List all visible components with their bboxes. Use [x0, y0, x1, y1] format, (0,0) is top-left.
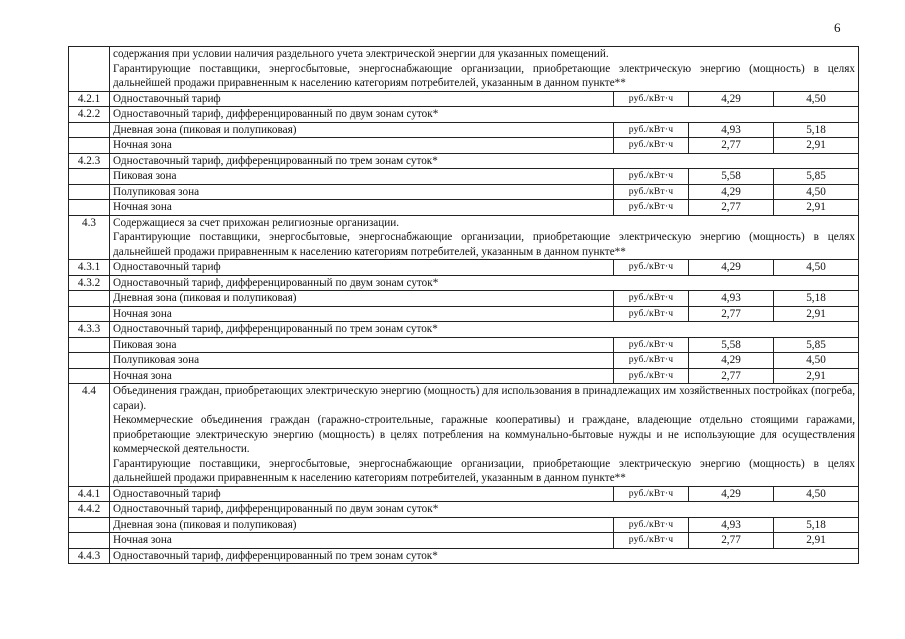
row-number: 4.4.2	[69, 502, 110, 518]
table-row	[69, 502, 859, 518]
row-number	[69, 291, 110, 307]
row-number	[69, 517, 110, 533]
tariff-value-2: 2,91	[774, 368, 859, 384]
tariff-value-1: 4,93	[689, 517, 774, 533]
table-row	[69, 486, 859, 502]
row-number	[69, 306, 110, 322]
table-row	[69, 107, 859, 123]
unit-label: руб./кВт·ч	[614, 184, 689, 200]
table-row	[69, 291, 859, 307]
section-description	[110, 384, 859, 487]
tariff-value-2: 4,50	[774, 260, 859, 276]
section-description	[110, 215, 859, 260]
tariff-name: Одноставочный тариф	[110, 260, 614, 276]
unit-label: руб./кВт·ч	[614, 353, 689, 369]
row-number: 4.3.1	[69, 260, 110, 276]
row-number: 4.3.3	[69, 322, 110, 338]
tariff-value-2: 5,85	[774, 169, 859, 185]
row-number	[69, 200, 110, 216]
row-number: 4.4	[69, 384, 110, 487]
tariff-name: Одноставочный тариф	[110, 91, 614, 107]
tariff-name: Пиковая зона	[110, 169, 614, 185]
tariff-group-name: Одноставочный тариф, дифференцированный по двум зонам суток*	[110, 502, 859, 518]
unit-label: руб./кВт·ч	[614, 486, 689, 502]
section-paragraph: Гарантирующие поставщики, энергосбытовые, энергоснабжающие организации, приобретающие электрическую энергию (мощность) в целях дальнейшей продажи приравненным к населению категориям потребителей, указанным в данном пункте**	[113, 231, 855, 258]
unit-label: руб./кВт·ч	[614, 169, 689, 185]
tariff-value-1: 2,77	[689, 368, 774, 384]
tariff-table	[68, 46, 859, 564]
tariff-value-1: 4,29	[689, 91, 774, 107]
tariff-value-1: 2,77	[689, 533, 774, 549]
section-paragraph: Гарантирующие поставщики, энергосбытовые, энергоснабжающие организации, приобретающие электрическую энергию (мощность) в целях дальнейшей продажи приравненным к населению категориям потребителей, указанным в данном пункте**	[113, 62, 855, 89]
row-number	[69, 353, 110, 369]
tariff-value-2: 2,91	[774, 138, 859, 154]
tariff-group-name: Одноставочный тариф, дифференцированный по двум зонам суток*	[110, 107, 859, 123]
tariff-value-2: 2,91	[774, 533, 859, 549]
table-row	[69, 153, 859, 169]
unit-label: руб./кВт·ч	[614, 291, 689, 307]
tariff-table-body	[69, 47, 859, 564]
tariff-value-2: 4,50	[774, 486, 859, 502]
tariff-value-2: 2,91	[774, 306, 859, 322]
tariff-name: Дневная зона (пиковая и полупиковая)	[110, 291, 614, 307]
table-row	[69, 260, 859, 276]
unit-label: руб./кВт·ч	[614, 533, 689, 549]
tariff-group-name: Одноставочный тариф, дифференцированный по двум зонам суток*	[110, 275, 859, 291]
page-number: 6	[834, 20, 841, 35]
table-row	[69, 384, 859, 487]
tariff-name: Ночная зона	[110, 200, 614, 216]
table-row	[69, 184, 859, 200]
section-paragraph: Объединения граждан, приобретающих электрическую энергию (мощность) для использования в принадлежащих им хозяйственных постройках (погреба, сараи).	[113, 385, 855, 412]
tariff-value-2: 4,50	[774, 353, 859, 369]
tariff-value-2: 4,50	[774, 91, 859, 107]
tariff-name: Ночная зона	[110, 306, 614, 322]
row-number: 4.4.1	[69, 486, 110, 502]
tariff-value-1: 4,29	[689, 353, 774, 369]
table-row	[69, 306, 859, 322]
table-row	[69, 138, 859, 154]
row-number: 4.2.2	[69, 107, 110, 123]
tariff-value-2: 5,85	[774, 337, 859, 353]
tariff-name: Полупиковая зона	[110, 184, 614, 200]
row-number: 4.3.2	[69, 275, 110, 291]
unit-label: руб./кВт·ч	[614, 91, 689, 107]
tariff-value-2: 2,91	[774, 200, 859, 216]
section-description	[110, 47, 859, 92]
tariff-value-1: 4,93	[689, 122, 774, 138]
tariff-value-1: 4,29	[689, 486, 774, 502]
tariff-name: Ночная зона	[110, 533, 614, 549]
tariff-value-1: 2,77	[689, 138, 774, 154]
tariff-value-1: 4,29	[689, 260, 774, 276]
section-paragraph: Гарантирующие поставщики, энергосбытовые, энергоснабжающие организации, приобретающие электрическую энергию (мощность) в целях дальнейшей продажи приравненным к населению категориям потребителей, указанным в данном пункте**	[113, 457, 855, 484]
tariff-name: Полупиковая зона	[110, 353, 614, 369]
row-number: 4.2.3	[69, 153, 110, 169]
section-paragraph: содержания при условии наличия раздельного учета электрической энергии для указанных помещений.	[113, 48, 609, 60]
row-number	[69, 169, 110, 185]
table-row	[69, 548, 859, 564]
table-row	[69, 169, 859, 185]
table-row	[69, 91, 859, 107]
unit-label: руб./кВт·ч	[614, 337, 689, 353]
unit-label: руб./кВт·ч	[614, 138, 689, 154]
row-number	[69, 47, 110, 92]
tariff-value-2: 5,18	[774, 517, 859, 533]
tariff-value-2: 4,50	[774, 184, 859, 200]
table-row	[69, 275, 859, 291]
table-row	[69, 533, 859, 549]
table-row	[69, 122, 859, 138]
table-row	[69, 517, 859, 533]
row-number	[69, 138, 110, 154]
row-number	[69, 368, 110, 384]
tariff-name: Ночная зона	[110, 368, 614, 384]
tariff-value-2: 5,18	[774, 291, 859, 307]
tariff-value-1: 2,77	[689, 306, 774, 322]
unit-label: руб./кВт·ч	[614, 200, 689, 216]
row-number	[69, 184, 110, 200]
tariff-name: Дневная зона (пиковая и полупиковая)	[110, 122, 614, 138]
row-number: 4.4.3	[69, 548, 110, 564]
tariff-value-1: 4,93	[689, 291, 774, 307]
tariff-group-name: Одноставочный тариф, дифференцированный по трем зонам суток*	[110, 322, 859, 338]
unit-label: руб./кВт·ч	[614, 260, 689, 276]
tariff-group-name: Одноставочный тариф, дифференцированный по трем зонам суток*	[110, 153, 859, 169]
row-number	[69, 533, 110, 549]
tariff-name: Пиковая зона	[110, 337, 614, 353]
tariff-name: Дневная зона (пиковая и полупиковая)	[110, 517, 614, 533]
tariff-name: Ночная зона	[110, 138, 614, 154]
tariff-value-1: 2,77	[689, 200, 774, 216]
table-row	[69, 368, 859, 384]
tariff-group-name: Одноставочный тариф, дифференцированный по трем зонам суток*	[110, 548, 859, 564]
unit-label: руб./кВт·ч	[614, 368, 689, 384]
unit-label: руб./кВт·ч	[614, 517, 689, 533]
table-row	[69, 337, 859, 353]
tariff-value-1: 5,58	[689, 337, 774, 353]
row-number: 4.3	[69, 215, 110, 260]
section-paragraph: Содержащиеся за счет прихожан религиозные организации.	[113, 216, 400, 229]
table-row	[69, 353, 859, 369]
row-number: 4.2.1	[69, 91, 110, 107]
tariff-value-1: 4,29	[689, 184, 774, 200]
table-row	[69, 215, 859, 260]
section-paragraph: Некоммерческие объединения граждан (гаражно-строительные, гаражные кооперативы) и граждане, владеющие отдельно стоящими гаражами, приобретающие электрическую энергию (мощность) в целях потребления на коммунально-бытовые нужды и не использующие для осуществления коммерческой деятельности.	[113, 414, 855, 455]
row-number	[69, 337, 110, 353]
tariff-value-2: 5,18	[774, 122, 859, 138]
table-row	[69, 322, 859, 338]
tariff-value-1: 5,58	[689, 169, 774, 185]
unit-label: руб./кВт·ч	[614, 306, 689, 322]
unit-label: руб./кВт·ч	[614, 122, 689, 138]
tariff-name: Одноставочный тариф	[110, 486, 614, 502]
table-row	[69, 200, 859, 216]
table-row	[69, 47, 859, 92]
row-number	[69, 122, 110, 138]
